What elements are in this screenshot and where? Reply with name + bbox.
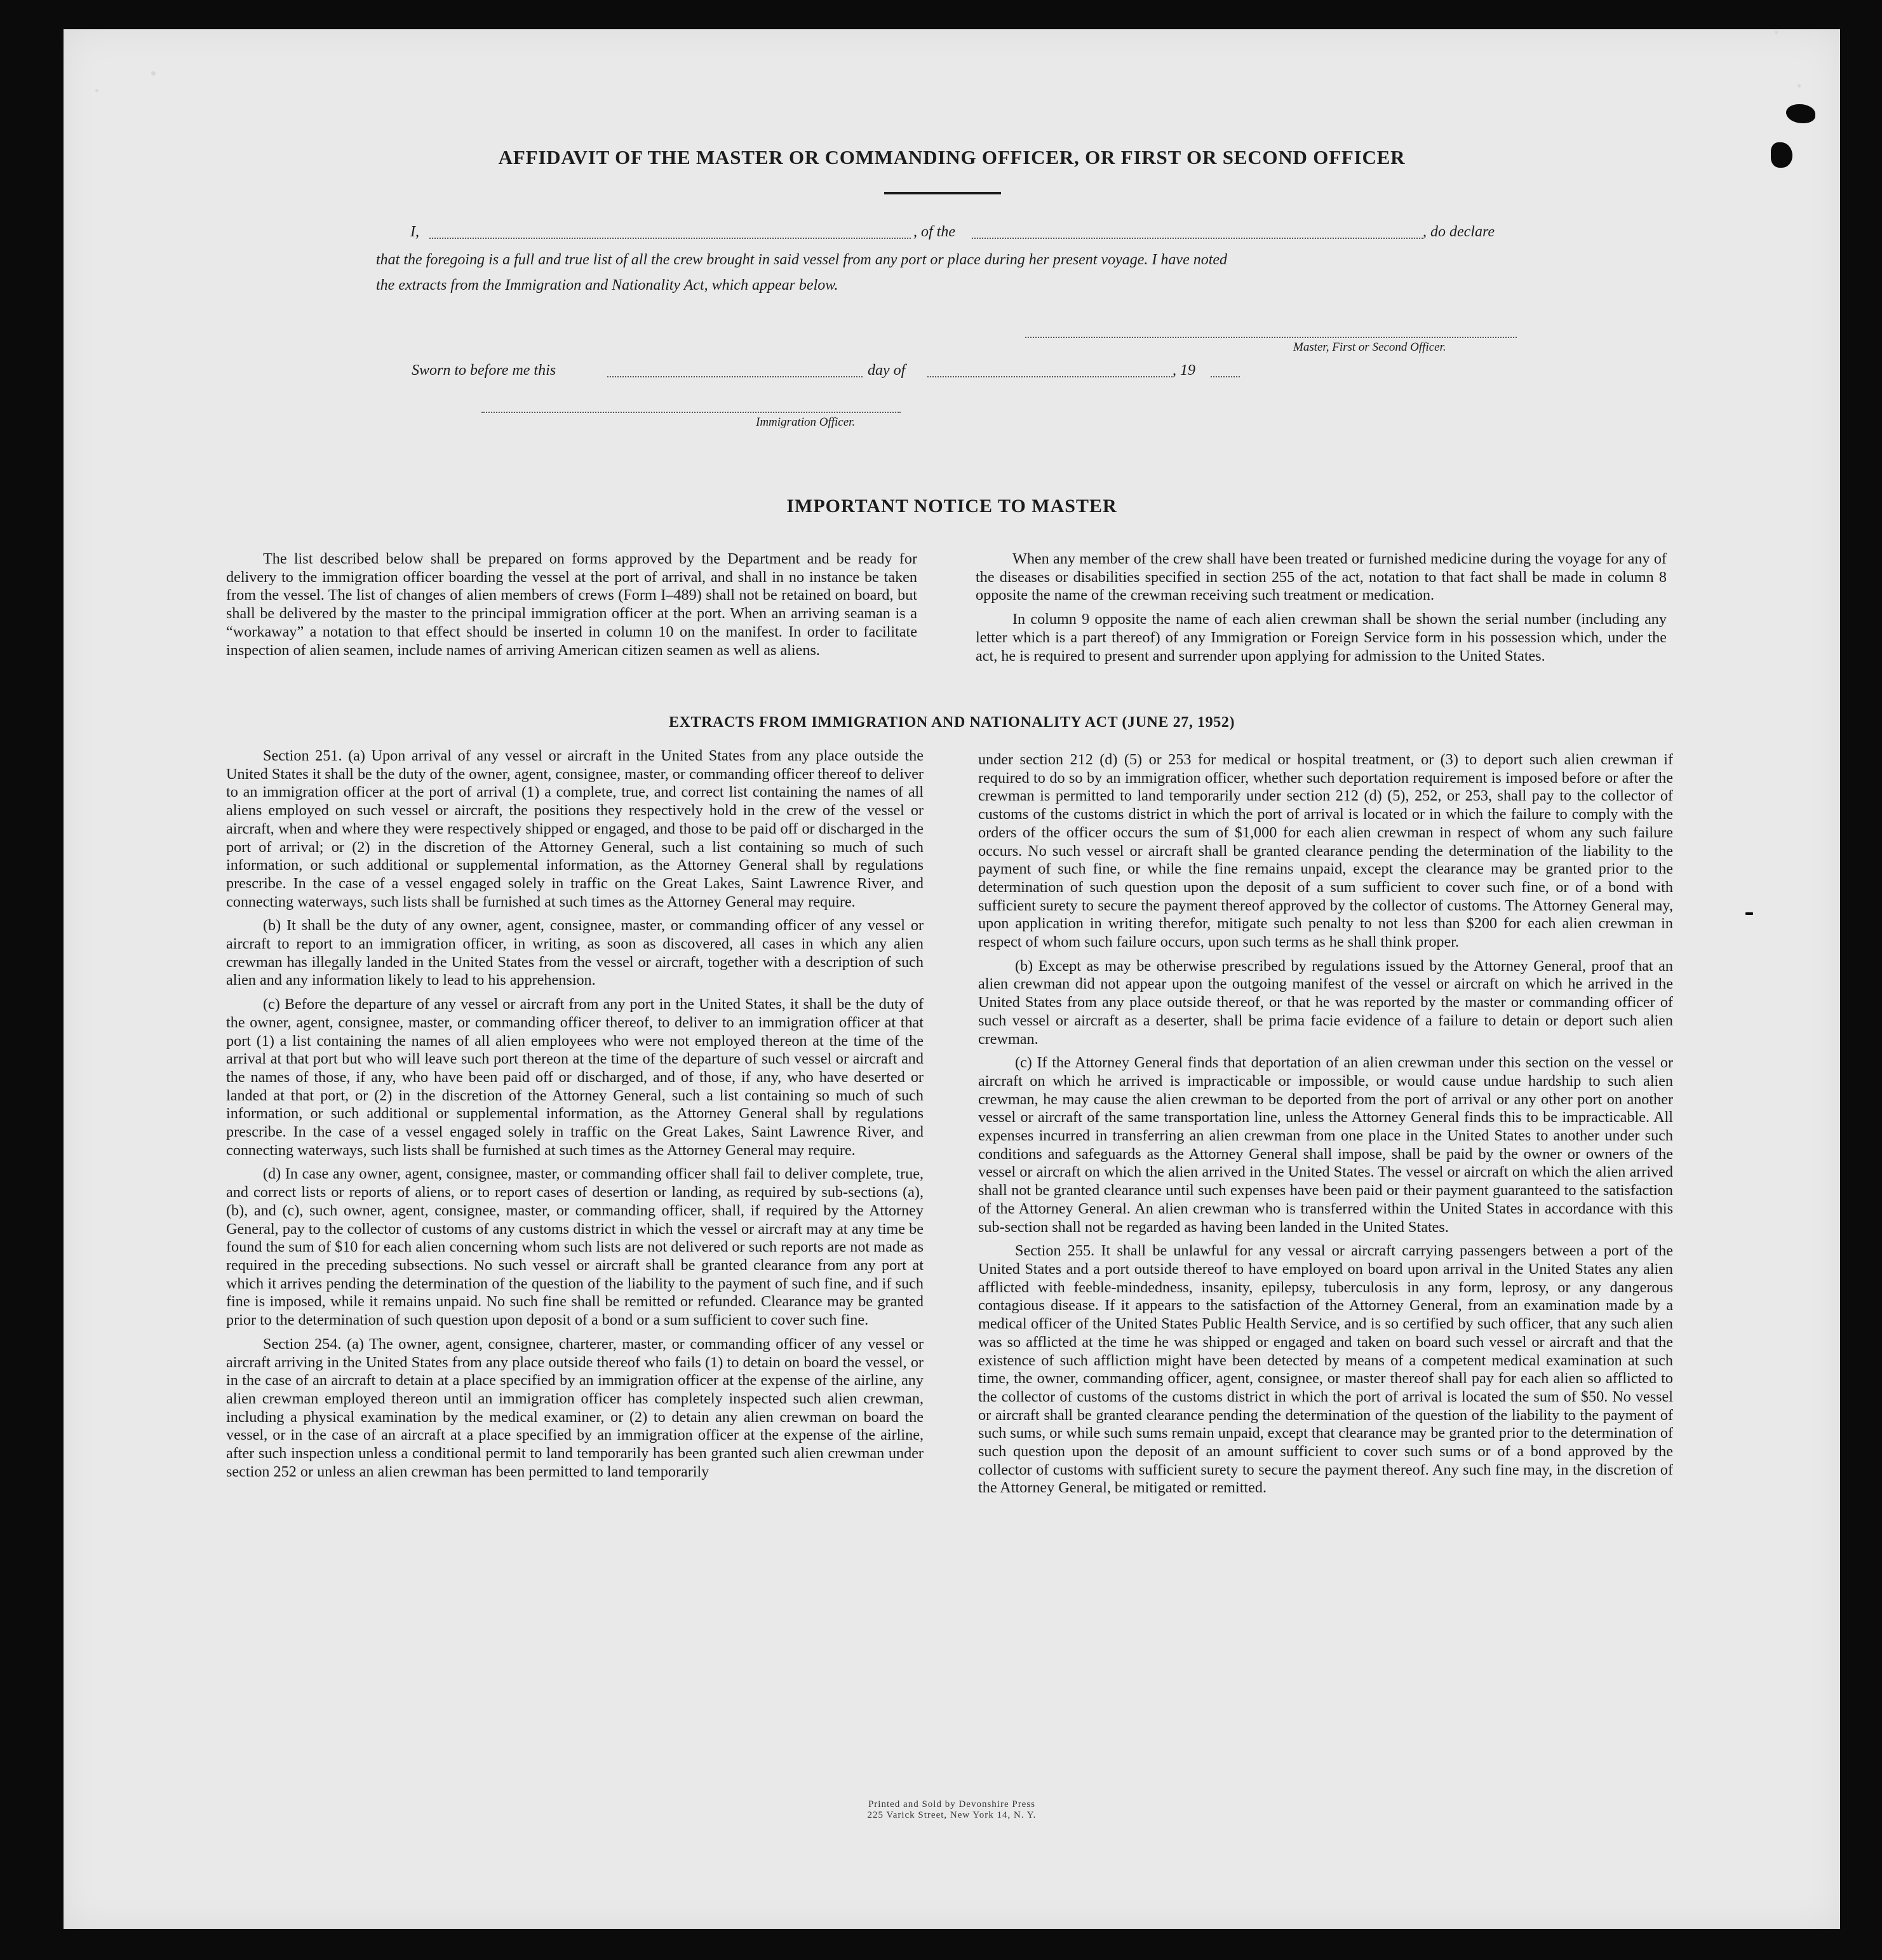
declarant-name-field[interactable] (429, 238, 911, 239)
section-251-c: (c) Before the departure of any vessel or aircraft from any port in the United States, it shall be the duty of the owner, agent, consignee, master, or commanding officer thereof, to deliver to an immigration officer at that port (1) a list containing the names of all alien employees who were not employed thereon at the time of the arrival at that port but who will leave such port thereon at the time of the departure of such vessel or aircraft and the names of those, if any, who have been paid off or discharged, and of those, if any, who have deserted or landed at that port, or (2) in the discretion of the Attorney General, such a list containing so much of such information, or such additional or supplemental information, as the Attorney General shall by regulations prescribe. In the case of a vessel engaged solely in traffic on the Great Lakes, Saint Lawrence River, and connecting waterways, such lists shall be furnished at such times as the Attorney General may require. (226, 996, 924, 1159)
notice-right-column (976, 550, 1667, 671)
notice-title: IMPORTANT NOTICE TO MASTER (786, 496, 1117, 517)
extracts-right-column (978, 751, 1673, 1503)
section-254-b: (b) Except as may be otherwise prescribed by regulations issued by the Attorney General, proof that an alien crewman did not appear upon the outgoing manifest of the vessel or aircraft on which he arrived in the United States from any place outside thereof, or that he was reported by the master or commanding officer of such vessel or aircraft as a deserter, shall be prima facie evidence of a failure to detain or deport such alien crewman. (978, 957, 1673, 1048)
notice-left-column (226, 550, 917, 665)
scan-speck (95, 89, 98, 92)
declaration-line-1: that the foregoing is a full and true list of all the crew brought in said vessel from any port or place during her present voyage. I have noted (376, 252, 1228, 268)
printer-imprint (64, 1799, 1840, 1821)
immigration-officer-caption: Immigration Officer. (756, 416, 856, 429)
year-label: , 19 (1173, 362, 1195, 379)
section-251-b: (b) It shall be the duty of any owner, agent, consignee, master, or commanding officer of any vessel or aircraft to report to an immigration officer, in writing, as soon as discovered, all cases in which any alien crewman has illegally landed in the United States from the vessel or aircraft, together with a description of such alien and any information likely to lead to his apprehension. (226, 917, 924, 989)
scan-speck (1775, 30, 1778, 34)
sworn-month-field[interactable] (927, 376, 1173, 377)
section-254-a-continued: under section 212 (d) (5) or 253 for medical or hospital treatment, or (3) to deport such alien crewman if required to do so by an immigration officer, whether such deportation requirement is imposed before or after the crewman is permitted to land temporarily under section 212 (d) (5), 252, or 253, shall pay to the collector of customs of the customs district in which the port of arrival is located or in which the failure to comply with the orders of the officer occurs the sum of $1,000 for each alien crewman in respect of whom any such failure occurs. No such vessel or aircraft shall be granted clearance pending the determination of the liability to the payment of such fine, or while the fine remains unpaid, except the clearance may be granted prior to the determination of such question upon the deposit of a sum sufficient to cover such fine, or of a bond with sufficient surety to secure the payment thereof approved by the collector of customs. The Attorney General may, upon application in writing therefor, mitigate such penalty to not less than $200 for each alien crewman in respect of whom such failure occurs, upon such terms as he shall think proper. (978, 751, 1673, 951)
declarant-label: I, (410, 224, 419, 240)
extracts-title: EXTRACTS FROM IMMIGRATION AND NATIONALITY ACT (JUNE 27, 1952) (668, 714, 1235, 731)
sworn-day-field[interactable] (607, 376, 863, 377)
title-underline (884, 192, 1001, 194)
scan-speck (151, 71, 156, 76)
immigration-officer-signature-field[interactable] (481, 412, 901, 413)
affidavit-title: AFFIDAVIT OF THE MASTER OR COMMANDING OFFICER, OR FIRST OR SECOND OFFICER (498, 146, 1406, 168)
notice-right-paragraph-1: When any member of the crew shall have been treated or furnished medicine during the voyage for any of the diseases or disabilities specified in section 255 of the act, notation to that fact shall be made in column 8 opposite the name of the crewman receiving such treatment or medication. (976, 550, 1667, 604)
master-signature-field[interactable] (1025, 337, 1517, 338)
notice-left-paragraph: The list described below shall be prepared on forms approved by the Department and be ready for delivery to the immigration officer boarding the vessel at the port of arrival, and shall in no instance be taken from the vessel. The list of changes of alien members of crews (Form I–489) shall not be retained on board, but shall be delivered by the master to the principal immigration officer at the port. When an arriving seaman is a “workaway” a notation to that effect should be inserted in column 10 on the manifest. In order to facilitate inspection of alien seamen, include names of arriving American citizen seamen as well as aliens. (226, 550, 917, 659)
section-251-d: (d) In case any owner, agent, consignee, master, or commanding officer shall fail to deliver complete, true, and correct lists or reports of aliens, or to report cases of desertion or landing, as required by sub-sections (a), (b), and (c), such owner, agent, consignee, master, or commanding officer, shall, if required by the Attorney General, pay to the collector of customs of any customs district in which the vessel or aircraft may at any time be found the sum of $10 for each alien concerning whom such lists are not delivered or such reports are not made as required in the preceding subsections. No such vessel or aircraft shall be granted clearance from any port at which it arrives pending the determination of the question of the liability to the payment of such fine, and if such fine is imposed, while it remains unpaid. No such fine shall be remitted or refunded. Clearance may be granted prior to the determination of such question upon deposit of a bond or a sum sufficient to cover such fine. (226, 1165, 924, 1329)
sworn-label: Sworn to before me this (412, 362, 556, 379)
printer-imprint-line-1: Printed and Sold by Devonshire Press (868, 1799, 1036, 1809)
ink-blot (1745, 912, 1753, 915)
printer-imprint-line-2: 225 Varick Street, New York 14, N. Y. (867, 1810, 1037, 1820)
scan-speck (1798, 84, 1801, 88)
day-of-label: day of (868, 362, 906, 379)
extracts-left-column (226, 747, 924, 1487)
of-the-label: , of the (913, 224, 955, 240)
section-251-a: Section 251. (a) Upon arrival of any vessel or aircraft in the United States from any place outside the United States it shall be the duty of the owner, agent, consignee, master, or commanding officer thereof to deliver to an immigration officer at the port of arrival (1) a complete, true, and correct list containing the names of all aliens employed on such vessel or aircraft, the positions they respectively hold in the crew of the vessel or aircraft, when and where they were respectively shipped or engaged, and those to be paid off or discharged in the port of arrival; or (2) in the discretion of the Attorney General, such a list containing so much of such information, or such additional or supplemental information, as the Attorney General shall by regulations prescribe. In the case of a vessel engaged solely in traffic on the Great Lakes, Saint Lawrence River, and connecting waterways, such lists shall be furnished at such times as the Attorney General may require. (226, 747, 924, 910)
vessel-name-field[interactable] (972, 238, 1423, 239)
master-signature-caption: Master, First or Second Officer. (1293, 341, 1446, 354)
do-declare-label: , do declare (1423, 224, 1495, 240)
section-254-c: (c) If the Attorney General finds that deportation of an alien crewman under this section on the vessel or aircraft on which he arrived is impracticable or impossible, or would cause undue hardship to such alien crewman, he may cause the alien crewman to be deported from the port of arrival or any other port on another vessel or aircraft of the same transportation line, unless the Attorney General finds this to be impracticable. All expenses incurred in transferring an alien crewman from one place in the United States to another under such conditions and safeguards as the Attorney General shall impose, shall be paid by the owner or owners of the vessel or aircraft on which the alien arrived in the United States. The vessel or aircraft on which the alien arrived shall not be granted clearance until such expenses have been paid or their payment guaranteed to the satisfaction of the Attorney General. An alien crewman who is transferred within the United States in accordance with this sub-section shall not be regarded as having been landed in the United States. (978, 1054, 1673, 1236)
notice-right-paragraph-2: In column 9 opposite the name of each alien crewman shall be shown the serial number (including any letter which is a part thereof) of any Immigration or Foreign Service form in his possession which, under the act, he is required to present and surrender upon applying for admission to the United States. (976, 611, 1667, 665)
sworn-year-field[interactable] (1211, 376, 1240, 377)
section-255: Section 255. It shall be unlawful for any vessal or aircraft carrying passengers between a port of the United States and a port outside thereof to have employed on board upon arrival in the United States any alien afflicted with feeble-mindedness, insanity, epilepsy, tuberculosis in any form, leprosy, or any dangerous contagious disease. If it appears to the satisfaction of the Attorney General, from an examination made by a medical officer of the United States Public Health Service, and is so certified by such officer, that any such alien was so afflicted at the time he was shipped or engaged and taken on board such vessel or aircraft and that the existence of such affliction might have been detected by means of a competent medical examination at such time, the owner, commanding officer, agent, consignee, or master thereof shall pay for each alien so afflicted to the collector of customs of the customs district in which the port of arrival is located the sum of $50. No vessel or aircraft shall be granted clearance pending the determination of the question of the liability to the payment of such sums, or while such sums remain unpaid, except that clearance may be granted prior to the determination of such question upon the deposit of an amount sufficient to cover such sums or of a bond approved by the collector of customs with sufficient surety to secure the payment thereof. Any such fine may, in the discretion of the Attorney General, be mitigated or remitted. (978, 1242, 1673, 1497)
declaration-line-2: the extracts from the Immigration and Nationality Act, which appear below. (376, 277, 838, 294)
section-254-a: Section 254. (a) The owner, agent, consignee, charterer, master, or commanding officer of any vessel or aircraft arriving in the United States from any place outside thereof who fails (1) to detain on board the vessel, or in the case of an aircraft to detain at a place specified by an immigration officer at the expense of the airline, any alien crewman employed thereon until an immigration officer has completely inspected such alien crewman, including a physical examination by the medical examiner, or (2) to detain any alien crewman on board the vessel, or in the case of an aircraft at a place specified by an immigration officer at the expense of the airline, after such inspection unless a conditional permit to land temporarily has been granted such alien crewman under section 252 or unless an alien crewman has been permitted to land temporarily (226, 1335, 924, 1480)
